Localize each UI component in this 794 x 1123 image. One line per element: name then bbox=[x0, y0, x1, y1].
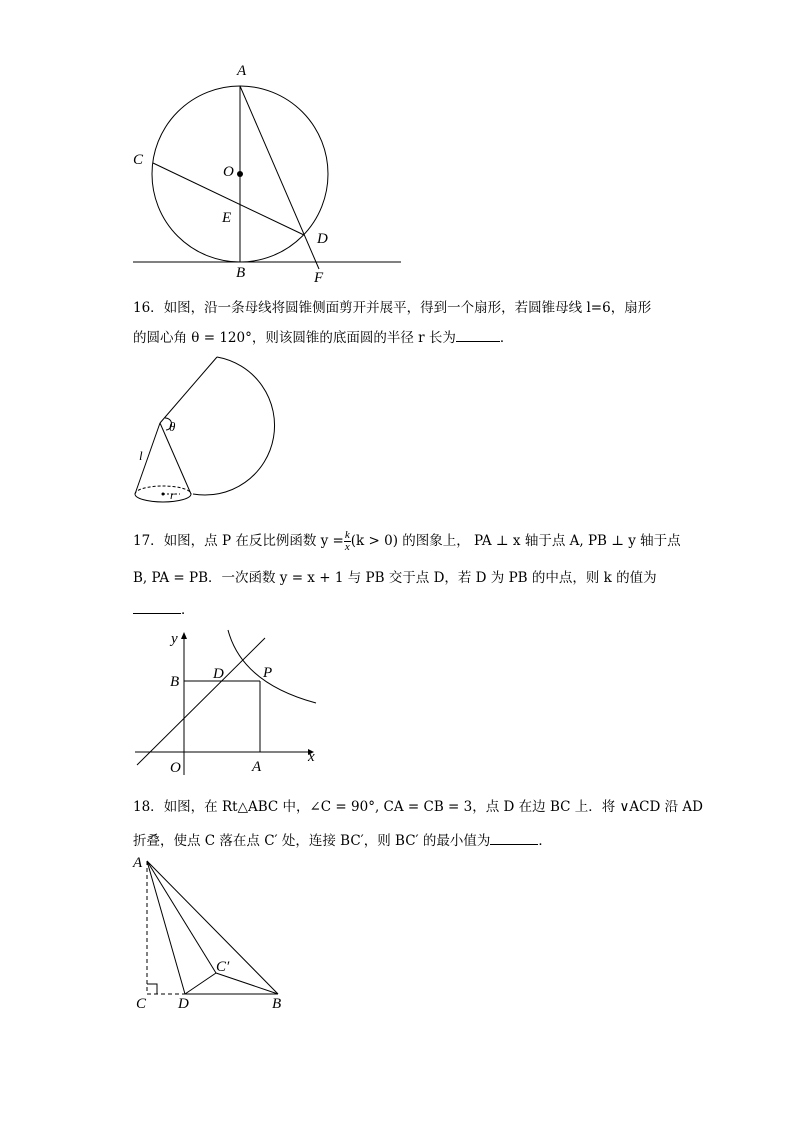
label-b: B bbox=[272, 996, 282, 1012]
answer-blank-18[interactable] bbox=[490, 830, 538, 845]
problem-18-text-1: 如图，在 Rt△ABC 中，∠C = 90°, CA = CB = 3，点 D 在边 BC 上．将 ∨ACD 沿 AD bbox=[163, 799, 703, 815]
problem-17-text-2: B, PA = PB．一次函数 y = x + 1 与 PB 交于点 D，若 D 为 PB 的中点，则 k 的值为 bbox=[133, 570, 657, 586]
fraction-k-over-x bbox=[344, 530, 351, 553]
problem-17-text-1a: 如图，点 P 在反比例函数 y = bbox=[163, 533, 344, 549]
circle-tangent-svg bbox=[125, 60, 415, 285]
problem-17-line-2 bbox=[133, 566, 657, 586]
label-a: A bbox=[237, 63, 247, 79]
problem-16-line-2 bbox=[133, 326, 513, 346]
label-c: C bbox=[133, 152, 144, 168]
label-x: x bbox=[308, 749, 315, 765]
figure-folded-triangle bbox=[128, 850, 298, 1015]
y-axis-arrow bbox=[181, 632, 187, 639]
cone-base-center bbox=[162, 493, 165, 496]
right-angle-mark bbox=[147, 984, 157, 994]
label-o: O bbox=[170, 760, 181, 776]
problem-18-line-1 bbox=[133, 795, 703, 815]
sector-radius-1 bbox=[160, 357, 217, 423]
problem-17-line-3 bbox=[133, 598, 195, 618]
problem-16-number: 16． bbox=[133, 300, 164, 316]
label-theta: θ bbox=[169, 419, 176, 434]
folded-triangle-svg bbox=[128, 850, 298, 1015]
label-e: E bbox=[222, 210, 232, 226]
label-c: C bbox=[136, 996, 147, 1012]
figure-cone-net bbox=[130, 350, 260, 510]
label-y: y bbox=[171, 631, 178, 647]
problem-18-text-2: 折叠，使点 C 落在点 C′ 处，连接 BC′，则 BC′ 的最小值为 bbox=[133, 833, 491, 849]
answer-blank-16[interactable] bbox=[456, 327, 500, 342]
answer-blank-17[interactable] bbox=[133, 599, 181, 614]
coordinate-plane-svg bbox=[130, 625, 330, 780]
label-o: O bbox=[223, 164, 234, 180]
linear-function-line bbox=[137, 638, 265, 765]
segment-ac-prime bbox=[147, 861, 216, 973]
problem-17-number: 17． bbox=[133, 533, 164, 549]
label-d: D bbox=[317, 231, 328, 247]
problem-18-period: ． bbox=[538, 833, 552, 849]
cone-net-svg bbox=[130, 350, 260, 510]
problem-17-text-1b: (k > 0) 的图象上， PA ⊥ x 轴于点 A, PB ⊥ y 轴于点 bbox=[350, 533, 681, 549]
fraction-numerator: k bbox=[344, 529, 350, 541]
label-c-prime: C′ bbox=[216, 959, 230, 975]
label-a: A bbox=[133, 855, 143, 871]
label-d: D bbox=[178, 996, 189, 1012]
cone-slant-right bbox=[160, 423, 191, 494]
label-p: P bbox=[263, 665, 273, 681]
problem-18-number: 18． bbox=[133, 799, 164, 815]
line-af bbox=[240, 86, 319, 269]
problem-17-line-1 bbox=[133, 529, 681, 553]
label-b: B bbox=[236, 265, 246, 281]
side-ab bbox=[147, 861, 278, 994]
problem-16-text-2: 的圆心角 θ = 120°，则该圆锥的底面圆的半径 r 长为 bbox=[133, 330, 456, 346]
figure-circle-tangent bbox=[125, 60, 415, 285]
sector-arc bbox=[193, 357, 275, 495]
problem-16-text-1: 如图，沿一条母线将圆锥侧面剪开并展平，得到一个扇形，若圆锥母线 l=6，扇形 bbox=[163, 300, 652, 316]
segment-bc-prime bbox=[216, 973, 278, 994]
label-a: A bbox=[252, 759, 262, 775]
label-r: r bbox=[170, 488, 175, 502]
center-point bbox=[237, 171, 243, 177]
problem-17-period: ． bbox=[181, 602, 195, 618]
problem-16-period: ． bbox=[499, 330, 514, 346]
segment-dc-prime bbox=[185, 973, 216, 994]
figure-coordinate-plane bbox=[130, 625, 330, 780]
problem-18-line-2 bbox=[133, 829, 552, 849]
label-d: D bbox=[213, 666, 224, 682]
label-l: l bbox=[139, 448, 143, 463]
label-f: F bbox=[314, 270, 324, 286]
problem-16-line-1 bbox=[133, 296, 651, 316]
fraction-denominator: x bbox=[344, 541, 350, 553]
label-b: B bbox=[170, 674, 180, 690]
